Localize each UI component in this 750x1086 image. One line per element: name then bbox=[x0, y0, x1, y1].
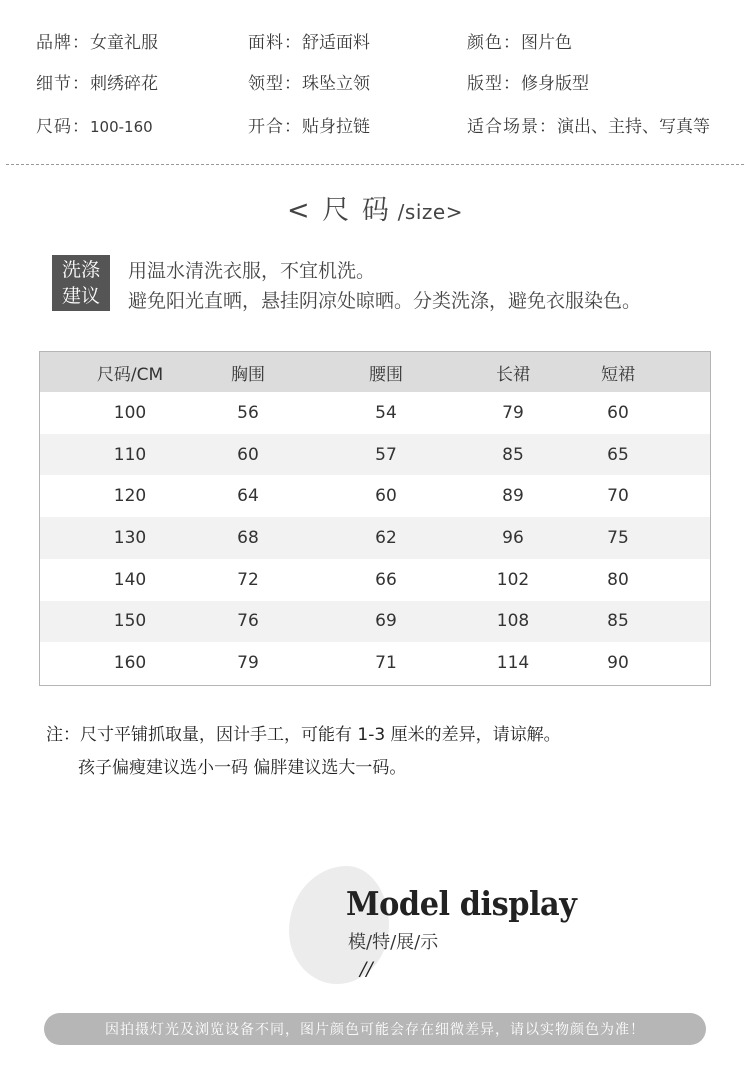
header-chest: 胸围 bbox=[231, 364, 265, 385]
model-display-subtitle: 模/特/展/示 bbox=[348, 932, 439, 953]
cell-short-skirt: 90 bbox=[607, 653, 629, 674]
cell-size: 110 bbox=[113, 444, 147, 465]
cell-chest: 56 bbox=[237, 402, 259, 423]
cell-waist: 71 bbox=[375, 653, 397, 674]
model-display-title: Model display bbox=[346, 884, 577, 923]
table-row bbox=[40, 517, 710, 559]
cell-short-skirt: 85 bbox=[607, 611, 629, 632]
wash-instruction-1: 用温水清洗衣服，不宜机洗。 bbox=[128, 260, 376, 282]
header-long-skirt: 长裙 bbox=[496, 364, 530, 385]
cell-chest: 76 bbox=[237, 611, 259, 632]
cell-size: 160 bbox=[113, 653, 147, 674]
cell-short-skirt: 70 bbox=[607, 486, 629, 507]
table-row bbox=[40, 475, 710, 517]
size-section-title bbox=[0, 188, 750, 227]
cell-chest: 64 bbox=[237, 486, 259, 507]
cell-chest: 72 bbox=[237, 569, 259, 590]
size-title-en: /size> bbox=[390, 200, 463, 224]
attr-collar: 领型：珠坠立领 bbox=[248, 74, 370, 94]
cell-waist: 62 bbox=[375, 527, 397, 548]
attr-fit: 版型：修身版型 bbox=[467, 74, 589, 94]
table-row bbox=[40, 559, 710, 601]
section-divider bbox=[6, 164, 744, 165]
table-row bbox=[40, 434, 710, 476]
cell-long-skirt: 85 bbox=[502, 444, 524, 465]
cell-chest: 60 bbox=[237, 444, 259, 465]
table-row bbox=[40, 642, 710, 684]
cell-size: 150 bbox=[113, 611, 147, 632]
table-row bbox=[40, 392, 710, 434]
size-note-1: 注：尺寸平铺抓取量，因计手工，可能有 1-3 厘米的差异，请谅解。 bbox=[46, 725, 561, 745]
cell-long-skirt: 96 bbox=[502, 527, 524, 548]
cell-long-skirt: 108 bbox=[496, 611, 530, 632]
size-title-cn: < 尺 码 bbox=[287, 195, 391, 226]
table-row bbox=[40, 601, 710, 643]
attr-closure: 开合：贴身拉链 bbox=[248, 117, 370, 137]
attr-detail: 细节：刺绣碎花 bbox=[36, 74, 158, 94]
table-header-row bbox=[40, 352, 710, 392]
wash-advice-badge bbox=[52, 255, 110, 311]
cell-long-skirt: 114 bbox=[496, 653, 530, 674]
header-short-skirt: 短裙 bbox=[601, 364, 635, 385]
product-attributes bbox=[0, 0, 750, 160]
wash-instruction-2: 避免阳光直晒，悬挂阴凉处晾晒。分类洗涤，避免衣服染色。 bbox=[128, 290, 642, 312]
attr-fabric: 面料：舒适面料 bbox=[248, 33, 370, 53]
cell-short-skirt: 60 bbox=[607, 402, 629, 423]
wash-badge-line1: 洗涤 bbox=[61, 259, 100, 281]
model-display-slash: // bbox=[360, 958, 373, 980]
attr-brand: 品牌：女童礼服 bbox=[36, 33, 158, 53]
cell-waist: 60 bbox=[375, 486, 397, 507]
cell-waist: 54 bbox=[375, 402, 397, 423]
cell-waist: 66 bbox=[375, 569, 397, 590]
cell-long-skirt: 102 bbox=[496, 569, 530, 590]
cell-short-skirt: 65 bbox=[607, 444, 629, 465]
size-table bbox=[39, 351, 711, 686]
cell-short-skirt: 80 bbox=[607, 569, 629, 590]
cell-waist: 69 bbox=[375, 611, 397, 632]
cell-chest: 68 bbox=[237, 527, 259, 548]
cell-size: 130 bbox=[113, 527, 147, 548]
cell-size: 120 bbox=[113, 486, 147, 507]
cell-long-skirt: 89 bbox=[502, 486, 524, 507]
attr-size: 尺码：100-160 bbox=[36, 117, 153, 137]
color-disclaimer-banner: 因拍摄灯光及浏览设备不同，图片颜色可能会存在细微差异，请以实物颜色为准！ bbox=[44, 1013, 706, 1045]
cell-size: 100 bbox=[113, 402, 147, 423]
cell-size: 140 bbox=[113, 569, 147, 590]
wash-badge-line2: 建议 bbox=[61, 285, 100, 307]
cell-short-skirt: 75 bbox=[607, 527, 629, 548]
header-size: 尺码/CM bbox=[96, 364, 164, 385]
size-note-2: 孩子偏瘦建议选小一码 偏胖建议选大一码。 bbox=[78, 758, 407, 778]
attr-color: 颜色：图片色 bbox=[467, 33, 572, 53]
cell-long-skirt: 79 bbox=[502, 402, 524, 423]
cell-chest: 79 bbox=[237, 653, 259, 674]
cell-waist: 57 bbox=[375, 444, 397, 465]
attr-occasion: 适合场景：演出、主持、写真等 bbox=[467, 117, 710, 137]
header-waist: 腰围 bbox=[369, 364, 403, 385]
